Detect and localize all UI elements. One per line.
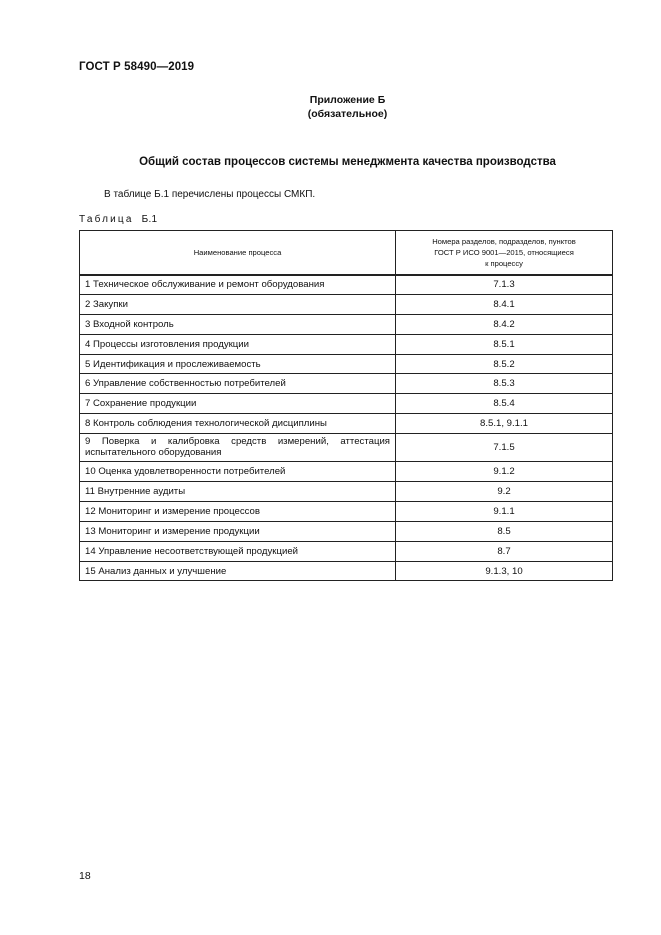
- process-ref: 8.5.3: [396, 374, 613, 394]
- table-row: [80, 561, 613, 581]
- page-number: 18: [79, 870, 91, 882]
- table-row: [80, 541, 613, 561]
- process-ref: 7.1.3: [396, 275, 613, 295]
- process-name: 8 Контроль соблюдения технологической дисциплины: [80, 414, 396, 434]
- process-name: 3 Входной контроль: [80, 314, 396, 334]
- column-header-ref: [396, 231, 613, 275]
- table-caption-number: Б.1: [141, 214, 158, 225]
- column-header-ref-line1: Номера разделов, подразделов, пунктов: [432, 236, 576, 246]
- process-ref: 9.1.1: [396, 501, 613, 521]
- table-row: [80, 374, 613, 394]
- process-name: 10 Оценка удовлетворенности потребителей: [80, 462, 396, 482]
- table-header-row: [80, 231, 613, 275]
- process-ref: 8.4.1: [396, 294, 613, 314]
- table-row: [80, 275, 613, 295]
- table-row: [80, 394, 613, 414]
- process-name: 6 Управление собственностью потребителей: [80, 374, 396, 394]
- process-ref: 7.1.5: [396, 434, 613, 462]
- table-row: [80, 501, 613, 521]
- process-ref: 8.5.1, 9.1.1: [396, 414, 613, 434]
- process-table: [79, 230, 613, 581]
- process-ref: 9.1.2: [396, 462, 613, 482]
- process-ref: 8.4.2: [396, 314, 613, 334]
- table-row: [80, 354, 613, 374]
- table-row: [80, 414, 613, 434]
- section-title: Общий состав процессов системы менеджмента качества производства: [139, 156, 556, 168]
- process-name: 13 Мониторинг и измерение продукции: [80, 521, 396, 541]
- process-name: 9 Поверка и калибровка средств измерений, аттестация испытательного оборудования: [80, 434, 396, 462]
- table-row: [80, 334, 613, 354]
- process-name: 12 Мониторинг и измерение процессов: [80, 501, 396, 521]
- process-name: 7 Сохранение продукции: [80, 394, 396, 414]
- table-row: [80, 482, 613, 502]
- process-name: 5 Идентификация и прослеживаемость: [80, 354, 396, 374]
- table-row: [80, 521, 613, 541]
- process-name: 11 Внутренние аудиты: [80, 482, 396, 502]
- process-ref: 8.7: [396, 541, 613, 561]
- process-name: 14 Управление несоответствующей продукцией: [80, 541, 396, 561]
- document-code: ГОСТ Р 58490—2019: [79, 61, 195, 73]
- column-header-name: Наименование процесса: [80, 231, 396, 275]
- process-ref: 8.5.4: [396, 394, 613, 414]
- table-caption-word: Таблица: [79, 214, 134, 225]
- table-row: [80, 294, 613, 314]
- column-header-ref-line3: к процессу: [485, 258, 523, 268]
- table-row: [80, 462, 613, 482]
- intro-paragraph: В таблице Б.1 перечислены процессы СМКП.: [104, 189, 316, 200]
- appendix-title: Приложение Б: [309, 94, 386, 106]
- table-row: [80, 314, 613, 334]
- column-header-ref-line2: ГОСТ Р ИСО 9001—2015, относящиеся: [434, 247, 574, 257]
- process-name: 1 Техническое обслуживание и ремонт оборудования: [80, 275, 396, 295]
- table-caption: [79, 214, 157, 225]
- process-name: 2 Закупки: [80, 294, 396, 314]
- process-name: 15 Анализ данных и улучшение: [80, 561, 396, 581]
- process-ref: 9.2: [396, 482, 613, 502]
- process-ref: 9.1.3, 10: [396, 561, 613, 581]
- appendix-status: (обязательное): [307, 108, 388, 120]
- table-row: [80, 434, 613, 462]
- process-ref: 8.5.1: [396, 334, 613, 354]
- process-ref: 8.5: [396, 521, 613, 541]
- process-ref: 8.5.2: [396, 354, 613, 374]
- appendix-heading: [0, 93, 661, 121]
- process-name: 4 Процессы изготовления продукции: [80, 334, 396, 354]
